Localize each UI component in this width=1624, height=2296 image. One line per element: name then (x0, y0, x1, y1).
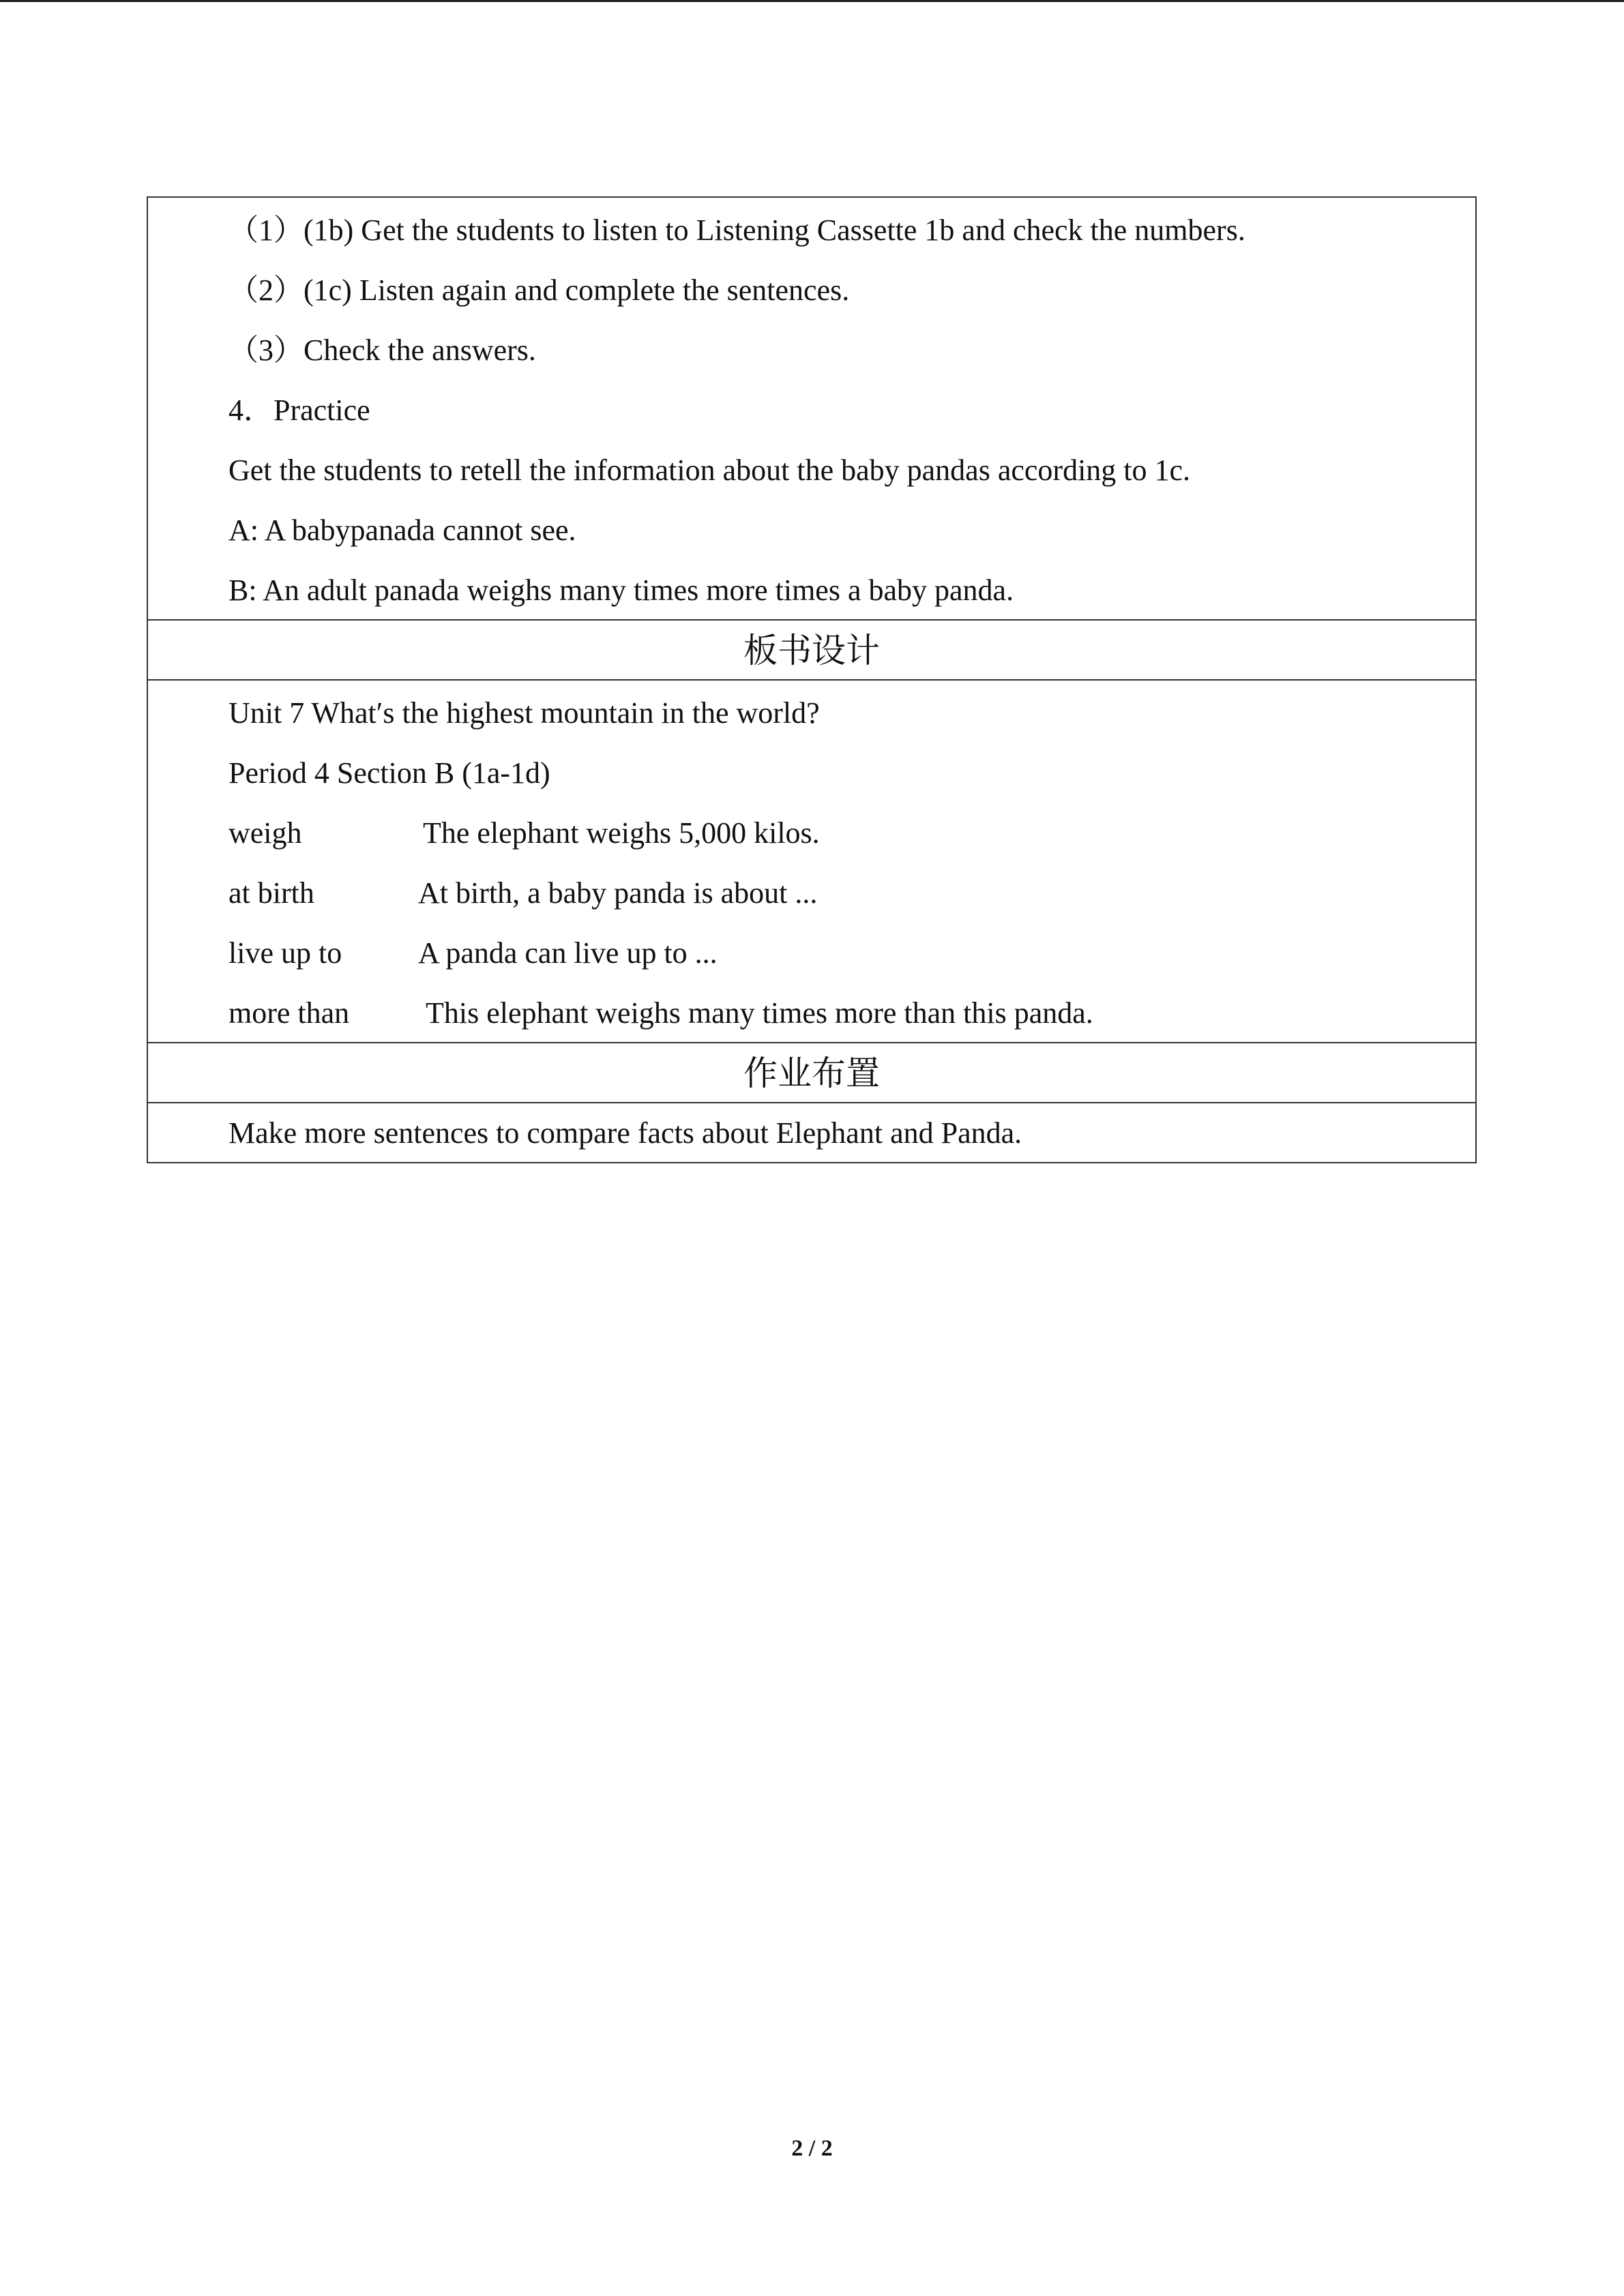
board-unit-title: Unit 7 What′s the highest mountain in the world? (228, 696, 820, 730)
board-row (228, 803, 1448, 863)
board-example: This elephant weighs many times more than this panda. (426, 996, 1093, 1030)
dialogue-line-b: B: An adult panada weighs many times more times a baby panda. (228, 573, 1014, 607)
board-example: A panda can live up to ... (418, 936, 718, 970)
lesson-step-1: （1）(1b) Get the students to listen to Listening Cassette 1b and check the numbers. (228, 213, 1245, 247)
board-row (228, 923, 1448, 983)
board-example: At birth, a baby panda is about ... (418, 876, 818, 910)
dialogue-line-a: A: A babypanada cannot see. (228, 513, 576, 547)
board-period: Period 4 Section B (1a-1d) (228, 756, 550, 790)
practice-heading: 4．Practice (228, 393, 370, 427)
lesson-steps-section (148, 198, 1475, 619)
page-number: 2 / 2 (791, 2136, 833, 2161)
board-row (228, 983, 1448, 1043)
board-term: live up to (228, 936, 342, 970)
board-design-section (148, 679, 1475, 1042)
board-term: more than (228, 996, 350, 1030)
homework-heading: 作业布置 (148, 1042, 1475, 1102)
homework-text: Make more sentences to compare facts about Elephant and Panda. (228, 1116, 1022, 1150)
practice-instruction: Get the students to retell the information about the baby pandas according to 1c. (228, 453, 1191, 487)
board-term: at birth (228, 876, 314, 910)
lesson-step-2: （2）(1c) Listen again and complete the sentences. (228, 273, 850, 307)
board-design-heading: 板书设计 (148, 619, 1475, 679)
lesson-step-3: （3）Check the answers. (228, 333, 536, 367)
board-term: weigh (228, 816, 302, 850)
lesson-plan-table (147, 196, 1477, 1163)
board-example: The elephant weighs 5,000 kilos. (423, 816, 820, 850)
page-top-border (0, 0, 1624, 2)
board-row (228, 863, 1448, 923)
homework-section (148, 1102, 1475, 1162)
